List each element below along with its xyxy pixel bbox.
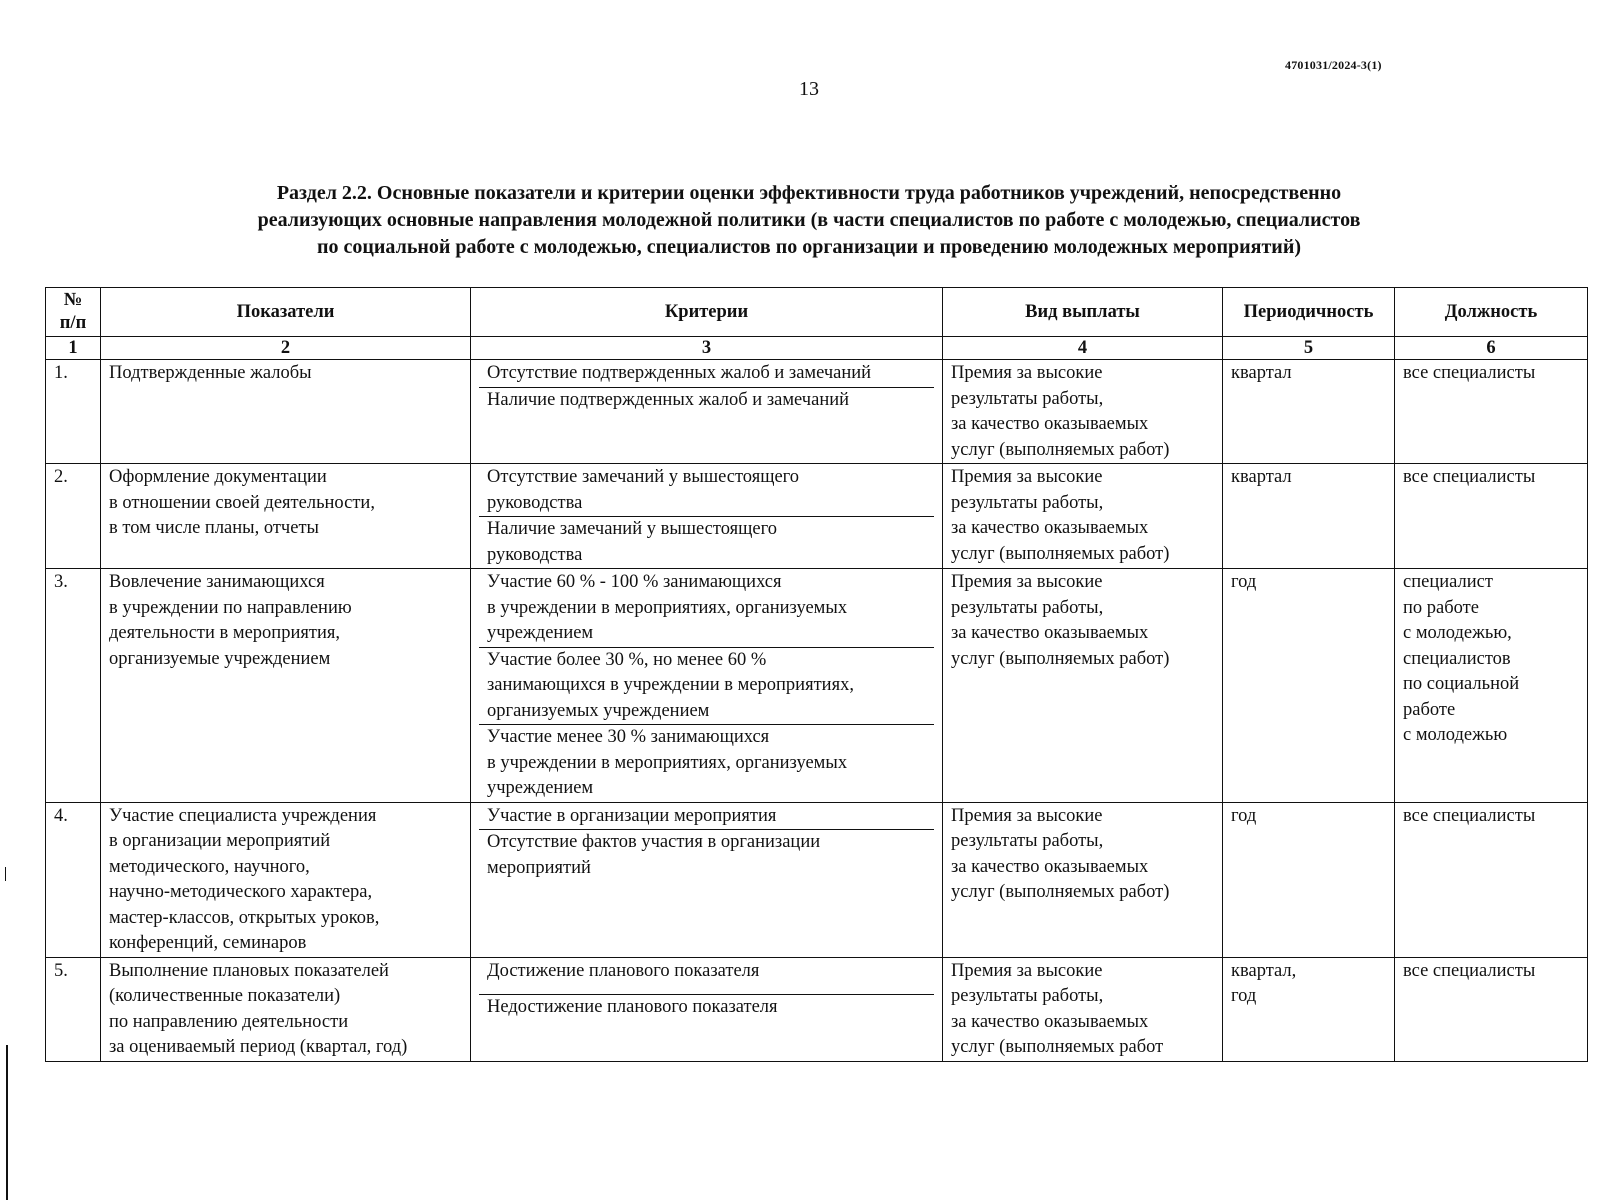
criterion: Участие в организации мероприятия: [487, 805, 777, 826]
criteria-cell: [471, 957, 943, 1061]
header-indicators: Показатели: [101, 288, 471, 337]
indicator-cell: Вовлечение занимающихся в учреждении по направлению деятельности в мероприятия, организуемые учреждением: [101, 569, 471, 803]
column-number: 5: [1223, 337, 1395, 360]
title-line: реализующих основные направления молодежной политики (в части специалистов по работе с молодежью, специалистов: [257, 209, 1361, 231]
indicator-cell: Выполнение плановых показателей (количественные показатели) по направлению деятельности за оцениваемый период (квартал, год): [101, 957, 471, 1061]
criterion: Достижение планового показателя: [487, 960, 760, 981]
row-number: 5.: [46, 957, 101, 1061]
criterion: Участие более 30 %, но менее 60 % занимающихся в учреждении в мероприятиях, организуемых учреждением: [479, 647, 934, 725]
scan-artifact-tick: [5, 867, 6, 881]
criterion: Участие 60 % - 100 % занимающихся в учреждении в мероприятиях, организуемых учреждением: [487, 572, 848, 643]
row-number: 2.: [46, 464, 101, 569]
title-line: по социальной работе с молодежью, специалистов по организации и проведению молодежных мероприятий): [316, 236, 1302, 258]
scan-artifact-line: [6, 1045, 8, 1200]
position-cell: все специалисты: [1395, 957, 1588, 1061]
row-number: 4.: [46, 802, 101, 957]
table-row: [46, 802, 1588, 957]
row-number: 3.: [46, 569, 101, 803]
criterion: Отсутствие подтвержденных жалоб и замечаний: [487, 363, 872, 383]
section-title: [150, 180, 1468, 261]
header-num: № п/п: [46, 288, 101, 337]
criterion: Наличие замечаний у вышестоящего руководства: [479, 516, 934, 568]
column-number: 6: [1395, 337, 1588, 360]
header-payment-type: Вид выплаты: [943, 288, 1223, 337]
period-cell: год: [1223, 569, 1395, 803]
table-row: [46, 957, 1588, 1061]
criterion: Недостижение планового показателя: [479, 994, 934, 1021]
criterion: Наличие подтвержденных жалоб и замечаний: [479, 387, 934, 414]
table-row: [46, 360, 1588, 464]
indicator-cell: Подтвержденные жалобы: [101, 360, 471, 464]
criteria-cell: [471, 569, 943, 803]
title-line: Раздел 2.2. Основные показатели и критерии оценки эффективности труда работников учреждений, непосредственно: [276, 182, 1342, 204]
indicator-cell: Оформление документации в отношении своей деятельности, в том числе планы, отчеты: [101, 464, 471, 569]
page-number: 13: [799, 78, 819, 100]
period-cell: квартал: [1223, 464, 1395, 569]
criterion: Участие менее 30 % занимающихся в учреждении в мероприятиях, организуемых учреждением: [479, 724, 934, 802]
column-number: 3: [471, 337, 943, 360]
header-criteria: Критерии: [471, 288, 943, 337]
criteria-cell: [471, 360, 943, 464]
payment-cell: Премия за высокие результаты работы, за качество оказываемых услуг (выполняемых работ): [943, 464, 1223, 569]
table-header-row: [46, 288, 1588, 337]
position-cell: все специалисты: [1395, 464, 1588, 569]
column-number-row: [46, 337, 1588, 360]
indicators-table: [45, 287, 1588, 1062]
period-cell: квартал: [1223, 360, 1395, 464]
column-number: 1: [46, 337, 101, 360]
table-row: [46, 569, 1588, 803]
payment-cell: Премия за высокие результаты работы, за качество оказываемых услуг (выполняемых работ): [943, 360, 1223, 464]
position-cell: все специалисты: [1395, 802, 1588, 957]
payment-cell: Премия за высокие результаты работы, за качество оказываемых услуг (выполняемых работ): [943, 569, 1223, 803]
period-cell: квартал, год: [1223, 957, 1395, 1061]
position-cell: все специалисты: [1395, 360, 1588, 464]
row-number: 1.: [46, 360, 101, 464]
criteria-cell: [471, 464, 943, 569]
criteria-cell: [471, 802, 943, 957]
criterion: Отсутствие замечаний у вышестоящего руководства: [487, 467, 800, 513]
table-row: [46, 464, 1588, 569]
column-number: 4: [943, 337, 1223, 360]
header-periodicity: Периодичность: [1223, 288, 1395, 337]
payment-cell: Премия за высокие результаты работы, за качество оказываемых услуг (выполняемых работ): [943, 802, 1223, 957]
indicator-cell: Участие специалиста учреждения в организации мероприятий методического, научного, научно-методического характера, мастер-классов, открытых уроков, конференций, семинаров: [101, 802, 471, 957]
payment-cell: Премия за высокие результаты работы, за качество оказываемых услуг (выполняемых работ: [943, 957, 1223, 1061]
period-cell: год: [1223, 802, 1395, 957]
header-position: Должность: [1395, 288, 1588, 337]
criterion: Отсутствие фактов участия в организации мероприятий: [479, 829, 934, 881]
document-code: 4701031/2024-3(1): [1285, 58, 1382, 72]
position-cell: специалист по работе с молодежью, специалистов по социальной работе с молодежью: [1395, 569, 1588, 803]
column-number: 2: [101, 337, 471, 360]
